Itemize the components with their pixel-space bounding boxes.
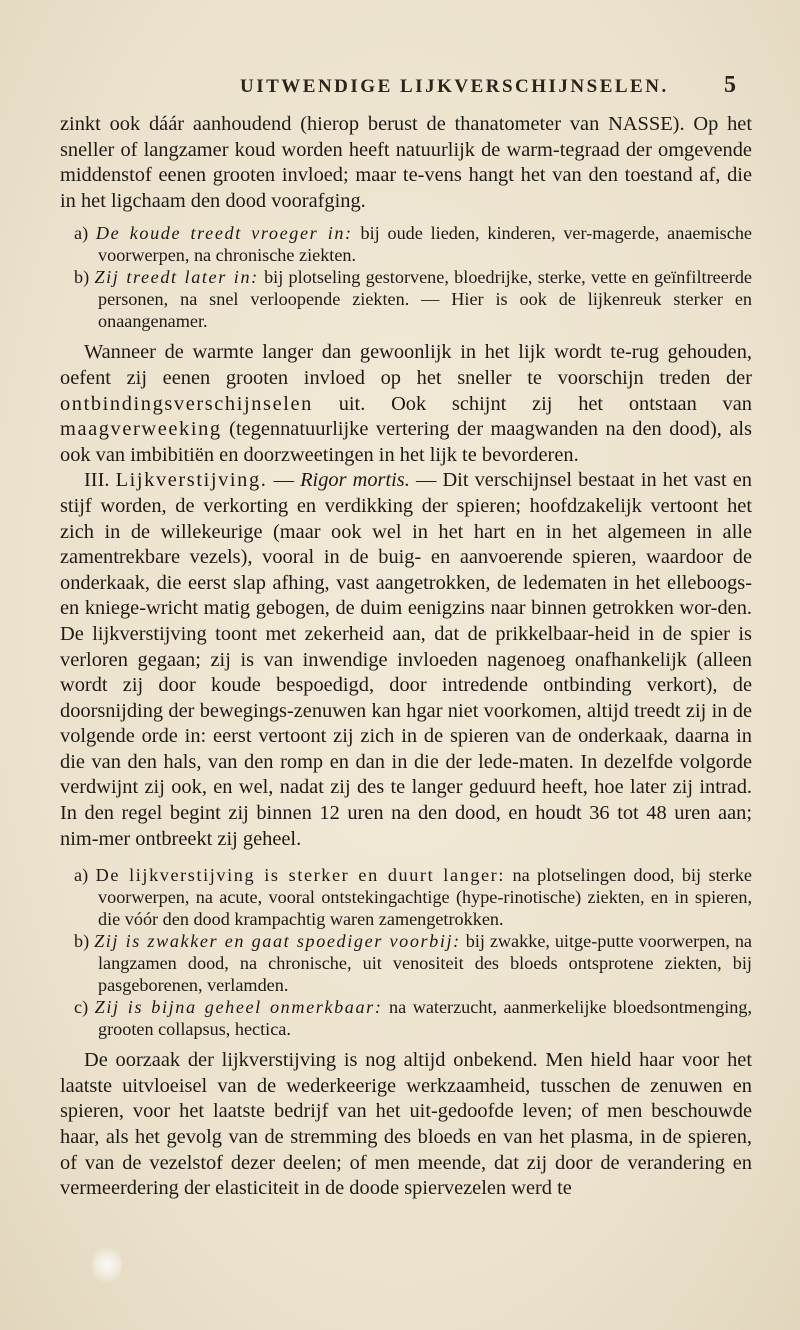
list-item-b-rigor-weaker [74,930,752,996]
list-label: c) [74,997,89,1018]
list-lead: De koude treedt vroeger in: [95,223,353,244]
emphasis-term: maagverweeking [60,418,222,441]
section-rigor-mortis [60,468,752,852]
list-lead: Zij is zwakker en gaat spoediger voorbij: [94,931,461,952]
list-label: a) [74,223,89,244]
list-item-b-cooling-late [74,266,752,332]
section-heading: Lijkverstijving. [115,469,268,492]
section-latin-term: Rigor mortis. [300,469,410,492]
section-number: III. [84,469,116,492]
list-label: b) [74,931,90,952]
list-item-a-cooling-early [74,222,752,266]
list-text: bij oude lieden, kinderen, ver-magerde, anaemische voorwerpen, na chronische ziekten. [98,223,753,266]
list-text: na waterzucht, aanmerkelijke bloedsontmenging, grooten collapsus, hectica. [98,997,753,1040]
list-item-a-rigor-stronger [74,864,752,930]
page-body [60,112,752,1202]
list-label: b) [74,267,90,288]
paragraph-text: — Dit verschijnsel bestaat in het vast en stijf worden, de verkorting en verdikking der spieren; hoofdzakelijk vertoont het zich in de willekeurige (maar ook wel in het hart en in het algemeen in alle zamentrekbare vezels), vooral in de buig- en aanvoerende spieren, waardoor de onderkaak, die eerst slap afhing, vast aangetrokken, de ledematen in het elleboogs- en kniege-wricht matig gebogen, de duim eenigzins naar binnen getrokken wor-den. De lijkverstijving toont met zekerheid aan, dat de prikkelbaar-heid in de spier is verloren gegaan; zij is van inwendige invloeden nagenoeg onafhankelijk (alleen wordt zij door koude bespoedigd, door intredende ontbinding verkort), de doorsnijding der bewegings-zenuwen kan hgar niet voorkomen, altijd treedt zij in de volgende orde in: eerst vertoont zij zich in de spieren van de onderkaak, daarna in die van den hals, van den romp en dan in die der lede-maten. In dezelfde volgorde verdwijnt zij ook, en wel, nadat zij des te langer geduurd heeft, hoe later zij intrad. In den regel begint zij binnen 12 uren na den dood, en houdt 36 tot 48 uren aan; nim-mer ontbreekt zij geheel. [60,469,752,850]
emphasis-term: ontbindingsverschijnselen [60,392,313,415]
list-lead: De lijkverstijving is sterker en duurt langer: [95,865,505,886]
list-item-c-rigor-imperceptible [74,996,752,1040]
list-text: bij zwakke, uitge-putte voorwerpen, na langzamen dood, na chronische, uit venositeit des bloeds ontsprotene ziekten, bij pasgeborenen, verlamden. [98,931,752,996]
list-text: na plotselingen dood, bij sterke voorwerpen, na acute, vooral ontstekingachtige (hype-rinotische) ziekten, en in spieren, die vóór den dood krampachtig waren zamengetrokken. [98,865,752,930]
section-dash: — [267,469,301,492]
list-text: bij plotseling gestorvene, bloedrijke, sterke, vette en geïnfiltreerde personen, na snel verloopende ziekten. — Hier is ook de lijkenreuk sterker en onaangenamer. [98,267,752,332]
paper-stain [92,1245,122,1285]
paragraph-warmth-effects [60,340,752,468]
running-title: UITWENDIGE LIJKVERSCHIJNSELEN. [240,76,669,97]
paragraph-text: Wanneer de warmte langer dan gewoonlijk in het lijk wordt te-rug gehouden, oefent zij eenen grooten invloed op het sneller te voorschijn treden der [60,341,752,389]
paragraph-temperature: zinkt ook dáár aanhoudend (hierop berust de thanatometer van NASSE). Op het sneller of langzamer koud worden heeft natuurlijk de warm-tegraad der omgevende middenstof eenen grooten invloed; maar te-vens hangt het van den toestand af, die in het ligchaam den dood voorafging. [60,113,752,212]
page-number: 5 [724,72,736,98]
running-head [0,72,800,102]
list-label: a) [74,865,89,886]
list-lead: Zij treedt later in: [94,267,259,288]
paragraph-cause: De oorzaak der lijkverstijving is nog altijd onbekend. Men hield haar voor het laatste uitvloeisel van de wederkeerige werkzaamheid, tusschen de zenuwen en spieren, voor het laatste bedrijf van het uit-gedoofde leven; of men beschouwde haar, als het gevolg van de stremming des bloeds en van het plasma, in de spieren, of van de vezelstof dezer deelen; of men meende, dat zij door de verandering en vermeerdering der elasticiteit in de doode spiervezelen werd te [60,1049,752,1200]
list-lead: Zij is bijna geheel onmerkbaar: [94,997,383,1018]
paragraph-text: (tegennatuurlijke vertering der maagwanden na den dood), als ook van imbibitiën en doorzweetingen in het lijk te bevorderen. [60,418,752,466]
paragraph-text: uit. Ook schijnt zij het ontstaan van [312,392,752,415]
